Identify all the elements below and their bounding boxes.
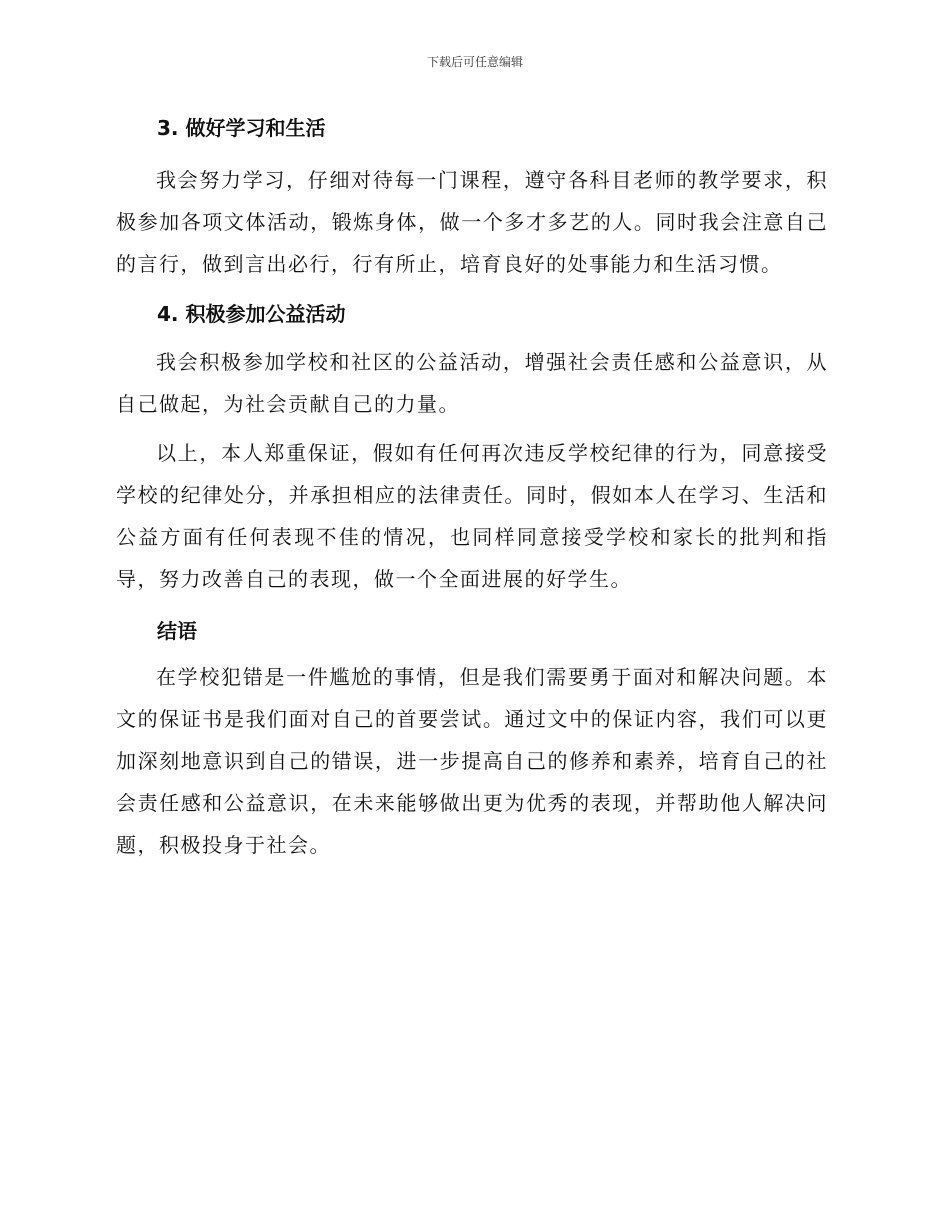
conclusion-heading: 结语 <box>157 619 197 643</box>
page-header: 下载后可任意编辑 <box>426 55 523 69</box>
pledge-paragraph: 以上，本人郑重保证，假如有任何再次违反学校纪律的行为，同意接受学校的纪律处分，并承担相应的法律责任。同时，假如本人在学习、生活和公益方面有任何表现不佳的情况，也同样同意接受学校和家长的批判和指导，努力改善自己的表现，做一个全面进展的好学生。 <box>116 441 828 591</box>
section-heading-study-life: 3. 做好学习和生活 <box>157 116 326 140</box>
document-body <box>116 110 828 866</box>
conclusion-paragraph: 在学校犯错是一件尴尬的事情，但是我们需要勇于面对和解决问题。本文的保证书是我们面对自己的首要尝试。通过文中的保证内容，我们可以更加深刻地意识到自己的错误，进一步提高自己的修养和素养，培育自己的社会责任感和公益意识，在未来能够做出更为优秀的表现，并帮助他人解决问题，积极投身于社会。 <box>116 665 828 857</box>
section-heading-public-welfare: 4. 积极参加公益活动 <box>157 302 346 326</box>
section-paragraph-study-life: 我会努力学习，仔细对待每一门课程，遵守各科目老师的教学要求，积极参加各项文体活动，锻炼身体，做一个多才多艺的人。同时我会注意自己的言行，做到言出必行，行有所止，培育良好的处事能力和生活习惯。 <box>116 168 828 276</box>
section-paragraph-public-welfare: 我会积极参加学校和社区的公益活动，增强社会责任感和公益意识，从自己做起，为社会贡献自己的力量。 <box>116 350 828 416</box>
